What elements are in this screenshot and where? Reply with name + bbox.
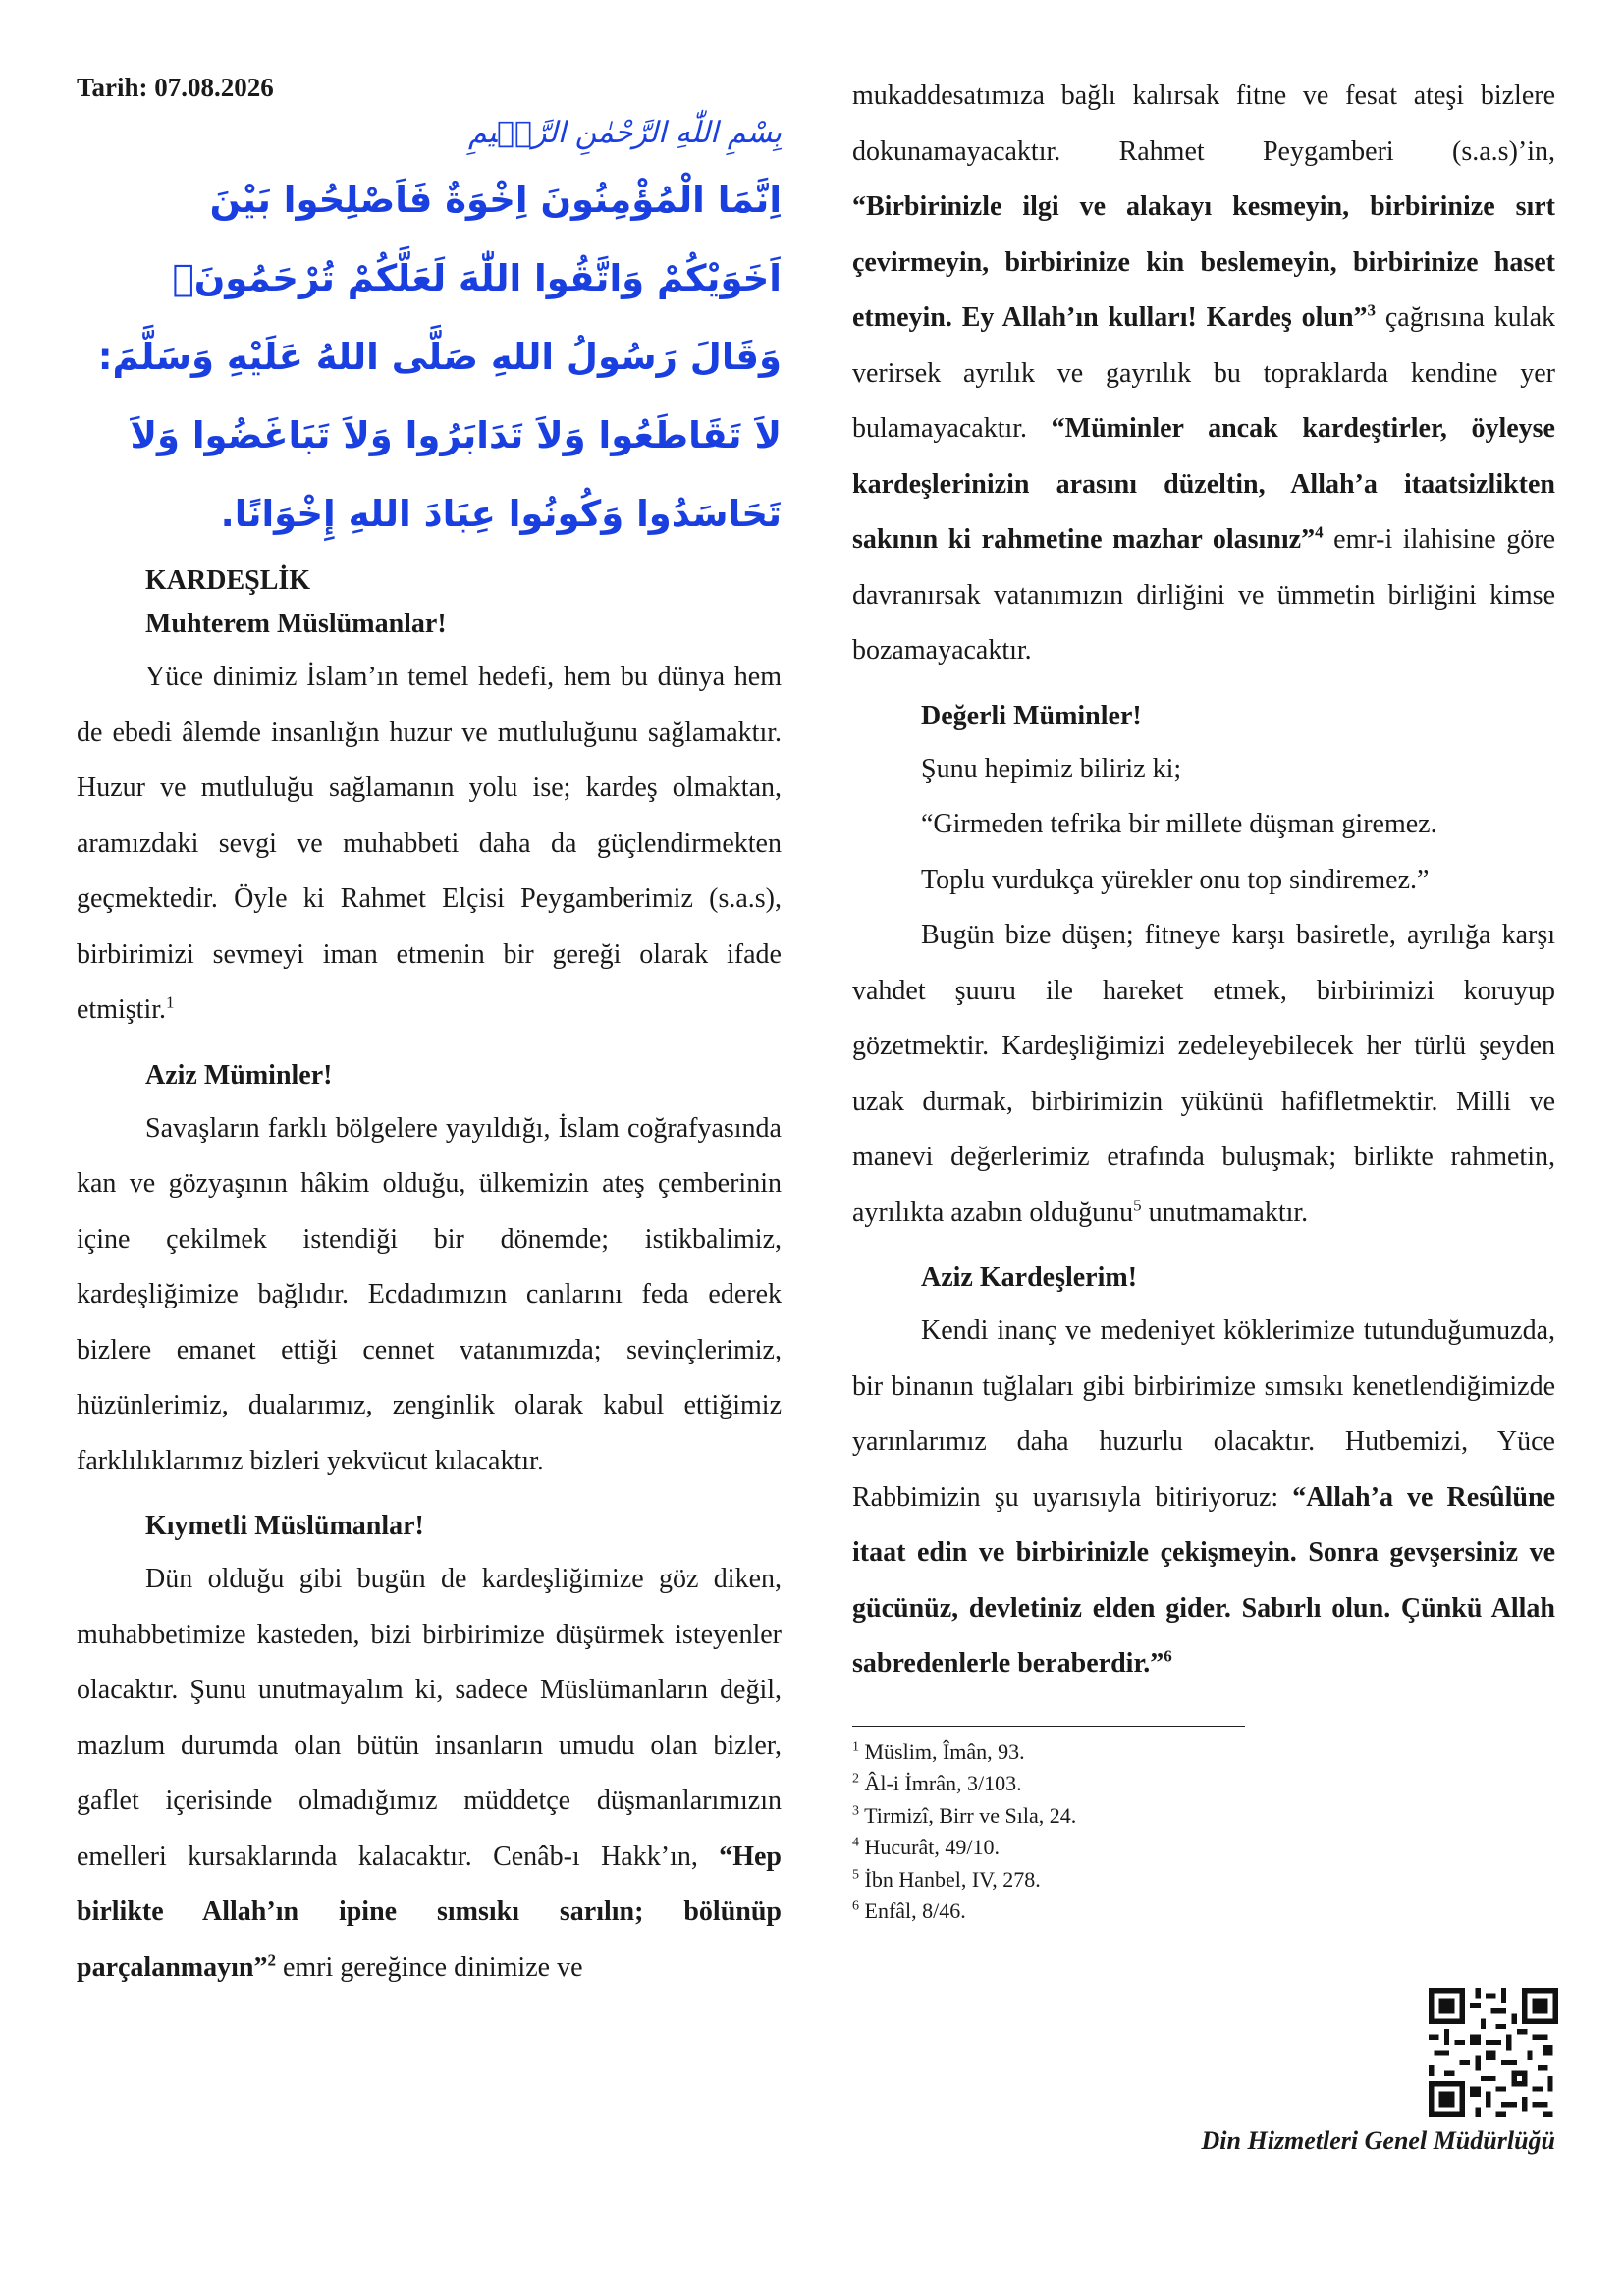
paragraph-text: unutmamaktır. [1141, 1197, 1309, 1228]
section-heading-3: Kıymetli Müslümanlar! [145, 1511, 424, 1541]
footnote-item: $^2$ Âl-i İmrân, 3/103. [852, 1771, 1022, 1795]
qr-code-icon[interactable] [1429, 1988, 1558, 2117]
footnotes-list [852, 1736, 1555, 1928]
footnote-item: $^5$ İbn Hanbel, IV, 278. [852, 1866, 1041, 1892]
verse-line: “Girmeden tefrika bir millete düşman giremez. [921, 809, 1437, 839]
paragraph-text: Yüce dinimiz İslam’ın temel hedefi, hem bu dünya hem de ebedi âlemde insanlığın huzur ve mutluluğunu sağlamaktır. Huzur ve mutluluğu sağlamanın yolu ise; kardeş olmaktan, aramızdaki sevgi ve muhabbeti daha da güçlendirmekten geçmektedir. Öyle ki Rahmet Elçisi Peygamberimiz (s.a.s), birbirimizi sevmeyi iman etmenin bir gereği olarak ifade etmiştir. [77, 662, 782, 1025]
paragraph [852, 908, 1555, 1241]
footnote-item: $^6$ Enfâl, 8/46. [852, 1898, 966, 1923]
paragraph-text: emri gereğince dinimize ve [275, 1951, 583, 1983]
arabic-hadith: لاَ تَقَاطَعُوا وَلاَ تَدَابَرُوا وَلاَ تَبَاغَضُوا وَلاَ تَحَاسَدُوا وَكُونُوا عِبَادَ اللهِ إِخْوَانًا. [130, 414, 782, 535]
paragraph [77, 1552, 782, 1996]
footnote-ref: 2 [267, 1950, 276, 1970]
quote-text: “Hep birlikte Allah’ın ipine sımsıkı sarılın; bölünüp parçalanmayın” [77, 1841, 782, 1983]
paragraph: Savaşların farklı bölgelere yayıldığı, İslam coğrafyasında kan ve gözyaşının hâkim olduğu, ülkemizin ateş çemberinin içine çekilmek istendiği bir dönemde; istikbalimiz, kardeşliğimize bağlıdır. Ecdadımızın canlarını feda ederek bizlere emanet ettiği cennet vatanımızda; sevinçlerimiz, hüzünlerimiz, dualarımız, zenginlik olarak kabul ettiğimiz farklılıklarımız bizleri yekvücut kılacaktır. [77, 1112, 782, 1476]
paragraph-text: Kendi inanç ve medeniyet köklerimize tutunduğumuzda, bir binanın tuğlaları gibi birbirimize sımsıkı kenetlendiğimizde yarınlarımız daha huzurlu olacaktır. Hutbemizi, Yüce Rabbimizin şu uyarısıyla bitiriyoruz: [852, 1315, 1555, 1513]
left-column [77, 69, 782, 1996]
quote-text: “Müminler ancak kardeştirler, öyleyse kardeşlerinizin arasını düzeltin, Allah’a itaatsizlikten sakının ki rahmetine mazhar olasınız” [852, 413, 1555, 555]
verse-line: Şunu hepimiz biliriz ki; [921, 753, 1182, 784]
footnote-divider [852, 1726, 1245, 1727]
right-column [852, 69, 1555, 1928]
footnote-ref: 6 [1164, 1646, 1172, 1666]
arabic-hadith-intro: وَقَالَ رَسُولُ اللهِ صَلَّى اللهُ عَلَيْهِ وَسَلَّمَ: [97, 336, 782, 378]
paragraph-text: Bugün bize düşen; fitneye karşı basiretle, ayrılığa karşı vahdet şuuru ile hareket etmek, birbirimizi koruyup gözetmektir. Kardeşliğimizi zedeleyebilecek her türlü şeyden uzak durmak, birbirimizin yükünü hafifletmektir. Milli ve manevi değerlerimiz etrafında buluşmak; birlikte rahmetin, ayrılıkta azabın olduğunu [852, 920, 1555, 1228]
basmala-calligraphy: بِسْمِ اللّٰهِ الرَّحْمٰنِ الرَّح۪يمِ [468, 116, 782, 150]
paragraph [77, 650, 782, 1039]
footnote-item: $^4$ Hucurât, 49/10. [852, 1835, 1000, 1859]
footnote-ref: 4 [1315, 522, 1324, 542]
section-heading-4: Değerli Müminler! [921, 700, 1142, 731]
date-label: Tarih: 07.08.2026 [77, 73, 274, 102]
footnote-item: $^3$ Tirmizî, Birr ve Sıla, 24. [852, 1802, 1077, 1828]
section-heading-5: Aziz Kardeşlerim! [921, 1262, 1138, 1293]
footnote-ref: 5 [1133, 1196, 1142, 1215]
quote-text: “Birbirinizle ilgi ve alakayı kesmeyin, birbirinize sırt çevirmeyin, birbirinize kin beslemeyin, birbirinize haset etmeyin. Ey Allah’ın kulları! Kardeş olun” [852, 191, 1555, 333]
paragraph-text: Dün olduğu gibi bugün de kardeşliğimize göz diken, muhabbetimize kasteden, bizi birbirimize düşürmek isteyenler olacaktır. Şunu unutmayalım ki, sadece Müslümanların değil, mazlum durumda olan bütün insanların umudu olan bizler, gaflet içerisinde olmadığımız müddetçe düşmanlarımızın emelleri kursaklarında kalacaktır. Cenâb-ı Hakk’ın, [77, 1564, 782, 1872]
section-heading-2: Aziz Müminler! [145, 1059, 333, 1091]
arabic-ayah: اِنَّمَا الْمُؤْمِنُونَ اِخْوَةٌ فَاَصْلِحُوا بَيْنَ اَخَوَيْكُمْ وَاتَّقُوا اللّٰهَ لَعَلَّكُمْ تُرْحَمُونَ۟ [172, 179, 782, 299]
quote-text: “Allah’a ve Resûlüne itaat edin ve birbirinizle çekişmeyin. Sonra gevşersiniz ve gücünüz, devletiniz elden gider. Sabırlı olun. Çünkü Allah sabredenlerle beraberdir.” [852, 1481, 1555, 1679]
paragraph [852, 69, 1555, 679]
paragraph-text: emr-i ilahisine göre davranırsak vatanımızın dirliğini ve ümmetin birliğini kimse bozamayacaktır. [852, 524, 1555, 666]
section-heading-1: Muhterem Müslümanlar! [145, 609, 447, 639]
sermon-title: KARDEŞLİK [145, 565, 311, 596]
footnote-ref: 1 [166, 992, 175, 1012]
footnote-ref: 3 [1367, 300, 1377, 320]
footnote-item: $^1$ Müslim, Îmân, 93. [852, 1738, 1025, 1764]
signature: Din Hizmetleri Genel Müdürlüğü [1201, 2126, 1555, 2155]
paragraph-text: çağrısına kulak verirsek ayrılık ve gayrılık bu topraklarda kendine yer bulamayacaktır. [852, 302, 1555, 444]
paragraph-text: mukaddesatımıza bağlı kalırsak fitne ve fesat ateşi bizlere dokunamayacaktır. Rahmet Peygamberi (s.a.s)’in, [852, 80, 1555, 167]
paragraph [852, 1304, 1555, 1692]
verse-line: Toplu vurdukça yürekler onu top sindiremez.” [921, 864, 1430, 895]
